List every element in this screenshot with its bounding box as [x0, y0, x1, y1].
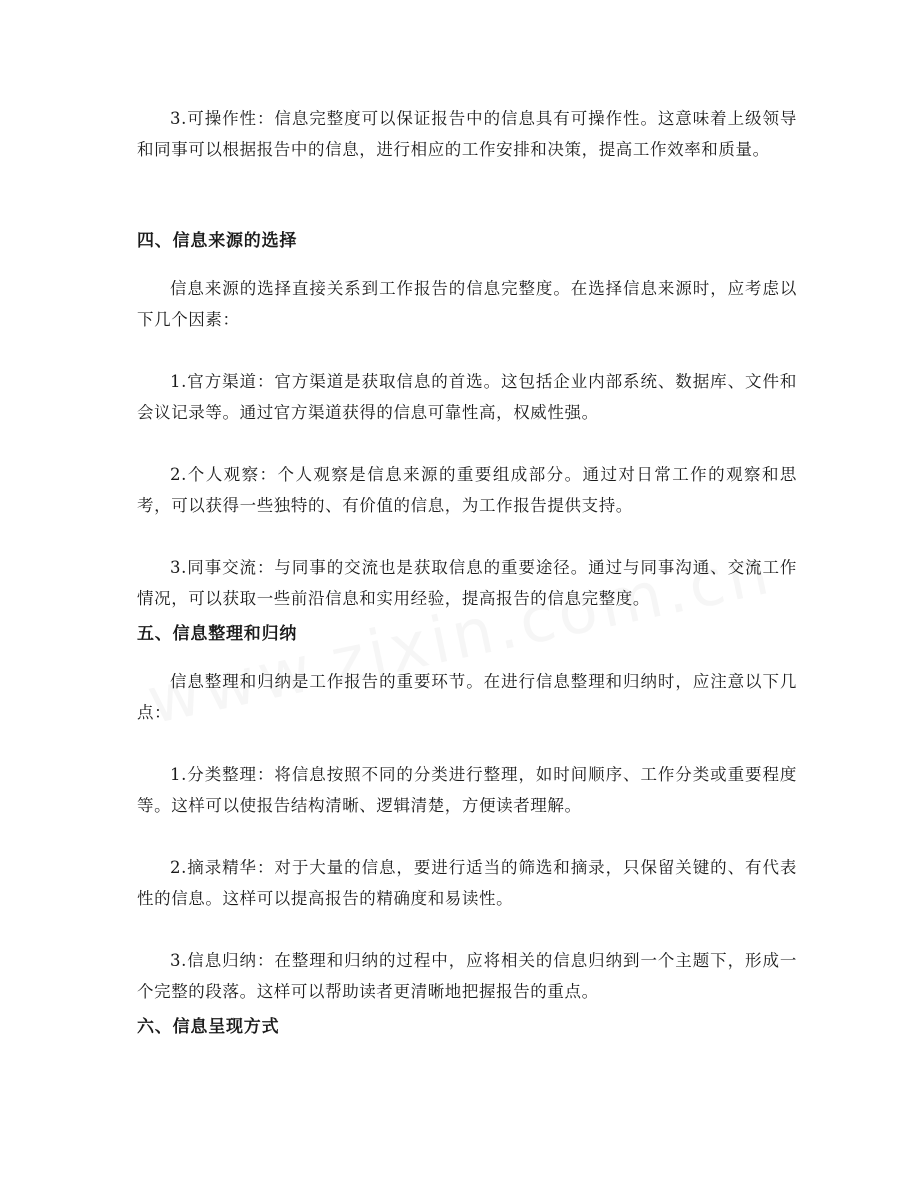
paragraph-text: 信息来源的选择直接关系到工作报告的信息完整度。在选择信息来源时，应考虑以下几个因素：	[137, 279, 797, 329]
paragraph-official-channels	[137, 366, 797, 428]
heading-text: 六、信息呈现方式	[137, 1017, 280, 1037]
paragraph-text: 2.摘录精华：对于大量的信息，要进行适当的筛选和摘录，只保留关键的、有代表性的信息。这样可以提高报告的精确度和易读性。	[137, 858, 797, 908]
paragraph-operability	[137, 103, 797, 165]
paragraph-text: 信息整理和归纳是工作报告的重要环节。在进行信息整理和归纳时，应注意以下几点：	[137, 672, 797, 722]
paragraph-personal-observation	[137, 459, 797, 521]
paragraph-text: 3.同事交流：与同事的交流也是获取信息的重要途径。通过与同事沟通、交流工作情况，可以获取一些前沿信息和实用经验，提高报告的信息完整度。	[137, 558, 797, 608]
paragraph-text: 1.分类整理：将信息按照不同的分类进行整理，如时间顺序、工作分类或重要程度等。这样可以使报告结构清晰、逻辑清楚，方便读者理解。	[137, 765, 797, 815]
section-heading-5	[137, 620, 797, 648]
section-heading-4	[137, 227, 797, 255]
paragraph-excerpt	[137, 852, 797, 914]
paragraph-text: 1.官方渠道：官方渠道是获取信息的首选。这包括企业内部系统、数据库、文件和会议记录等。通过官方渠道获得的信息可靠性高，权威性强。	[137, 372, 797, 422]
paragraph-text: 3.可操作性：信息完整度可以保证报告中的信息具有可操作性。这意味着上级领导和同事可以根据报告中的信息，进行相应的工作安排和决策，提高工作效率和质量。	[137, 109, 797, 159]
paragraph-text: 2.个人观察：个人观察是信息来源的重要组成部分。通过对日常工作的观察和思考，可以获得一些独特的、有价值的信息，为工作报告提供支持。	[137, 465, 797, 515]
section-heading-6	[137, 1013, 797, 1041]
paragraph-induction	[137, 945, 797, 1007]
paragraph-classification	[137, 759, 797, 821]
paragraph-section5-intro	[137, 666, 797, 728]
paragraph-section4-intro	[137, 273, 797, 335]
paragraph-colleague-exchange	[137, 552, 797, 614]
paragraph-text: 3.信息归纳：在整理和归纳的过程中，应将相关的信息归纳到一个主题下，形成一个完整的段落。这样可以帮助读者更清晰地把握报告的重点。	[137, 951, 797, 1001]
heading-text: 四、信息来源的选择	[137, 231, 298, 251]
heading-text: 五、信息整理和归纳	[137, 624, 298, 644]
